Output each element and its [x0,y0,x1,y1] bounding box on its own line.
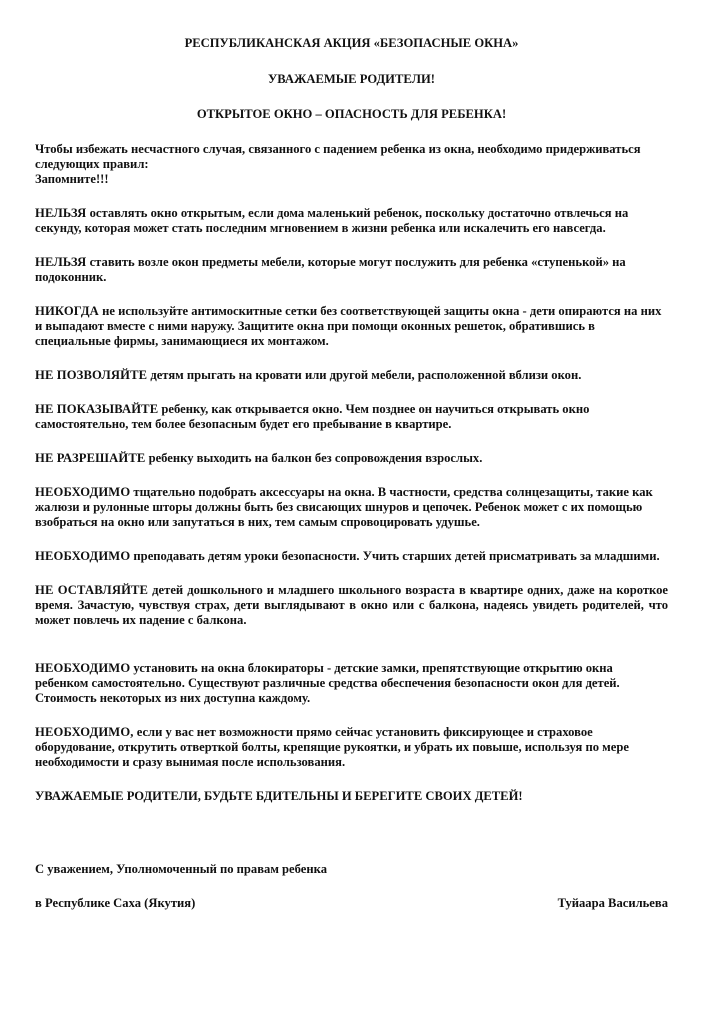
rule-keyword: НЕ ПОЗВОЛЯЙТЕ [35,368,148,382]
rule-keyword: НЕОБХОДИМО [35,549,131,563]
rule-text: если у вас нет возможности прямо сейчас установить фиксирующее и страховое оборудование, открутить отверткой болты, крепящие рукоятки, и убрать их повыше, используя по мере необходимости и сразу вынимая после использования. [35,725,629,769]
rule-keyword: НЕЛЬЗЯ [35,206,87,220]
rule-item [35,255,668,285]
rule-text: ребенку, как открывается окно. Чем позднее он научиться открывать окно самостоятельно, тем более безопасным будет его пребывание в квартире. [35,402,590,431]
rule-text: детям прыгать на кровати или другой мебели, расположенной вблизи окон. [147,368,582,382]
rule-text: установить на окна блокираторы - детские замки, препятствующие открытию окна ребенком самостоятельно. Существуют различные средства обеспечения безопасности окон для детей. Стоимость некоторых из них доступна каждому. [35,661,620,705]
rule-item [35,451,668,466]
signature-region: в Республике Саха (Якутия) [35,896,196,910]
rule-text: оставлять окно открытым, если дома маленький ребенок, поскольку достаточно отвлечься на секунду, которая может стать последним мгновением в жизни ребенка или искалечить его навсегда. [35,206,629,235]
rule-text: ставить возле окон предметы мебели, которые могут послужить для ребенка «ступенькой» на подоконник. [35,255,626,284]
intro-block [35,142,668,187]
campaign-title: РЕСПУБЛИКАНСКАЯ АКЦИЯ «БЕЗОПАСНЫЕ ОКНА» [184,36,519,50]
rule-item [35,485,668,530]
rule-keyword: НЕОБХОДИМО [35,661,131,675]
rule-item [35,368,668,383]
rule-keyword: НИКОГДА [35,304,99,318]
rule-text: детей дошкольного и младшего школьного возраста в квартире одних, даже на короткое время. Зачастую, чувствуя страх, дети выглядывают в окно или с балкона, надеясь увидеть родителей, что может повлечь их падение с балкона. [35,583,669,627]
rule-keyword: НЕЛЬЗЯ [35,255,87,269]
rule-item [35,725,668,770]
rule-item [35,661,668,706]
remember-text: Запомните!!! [35,172,109,186]
rule-keyword: НЕОБХОДИМО [35,485,131,499]
rule-item [35,304,668,349]
rule-text: преподавать детям уроки безопасности. Учить старших детей присматривать за младшими. [130,549,660,563]
rule-item [35,206,668,236]
signatory-name: Туйаара Васильева [557,896,668,910]
rule-keyword: НЕ РАЗРЕШАЙТЕ [35,451,146,465]
intro-text: Чтобы избежать несчастного случая, связанного с падением ребенка из окна, необходимо придерживаться следующих правил: [35,142,641,171]
rule-text: тщательно подобрать аксессуары на окна. В частности, средства солнцезащиты, такие как жалюзи и рулонные шторы должны быть без свисающих шнуров и цепочек. Ребенок может с их помощью взобраться на окно или запутаться в них, тем самым спровоцировать удушье. [35,485,653,529]
rule-keyword: НЕ ОСТАВЛЯЙТЕ [35,583,149,597]
rule-item [35,402,668,432]
signature-line: С уважением, Уполномоченный по правам ребенка [35,862,327,876]
rule-item [35,549,668,564]
rule-text: ребенку выходить на балкон без сопровождения взрослых. [145,451,483,465]
rule-keyword: НЕОБХОДИМО, [35,725,134,739]
rule-text: не используйте антимоскитные сетки без соответствующей защиты окна - дети опираются на них и выпадают вместе с ними наружу. Защитите окна при помощи оконных решеток, обратившись в специальные фирмы, занимающиеся их монтажом. [35,304,662,348]
warning-heading: ОТКРЫТОЕ ОКНО – ОПАСНОСТЬ ДЛЯ РЕБЕНКА! [196,107,507,121]
rule-item [35,583,668,628]
greeting-heading: УВАЖАЕМЫЕ РОДИТЕЛИ! [268,72,435,86]
closing-appeal: УВАЖАЕМЫЕ РОДИТЕЛИ, БУДЬТЕ БДИТЕЛЬНЫ И БЕРЕГИТЕ СВОИХ ДЕТЕЙ! [35,789,523,803]
rule-keyword: НЕ ПОКАЗЫВАЙТЕ [35,402,159,416]
signature-row [35,896,668,911]
